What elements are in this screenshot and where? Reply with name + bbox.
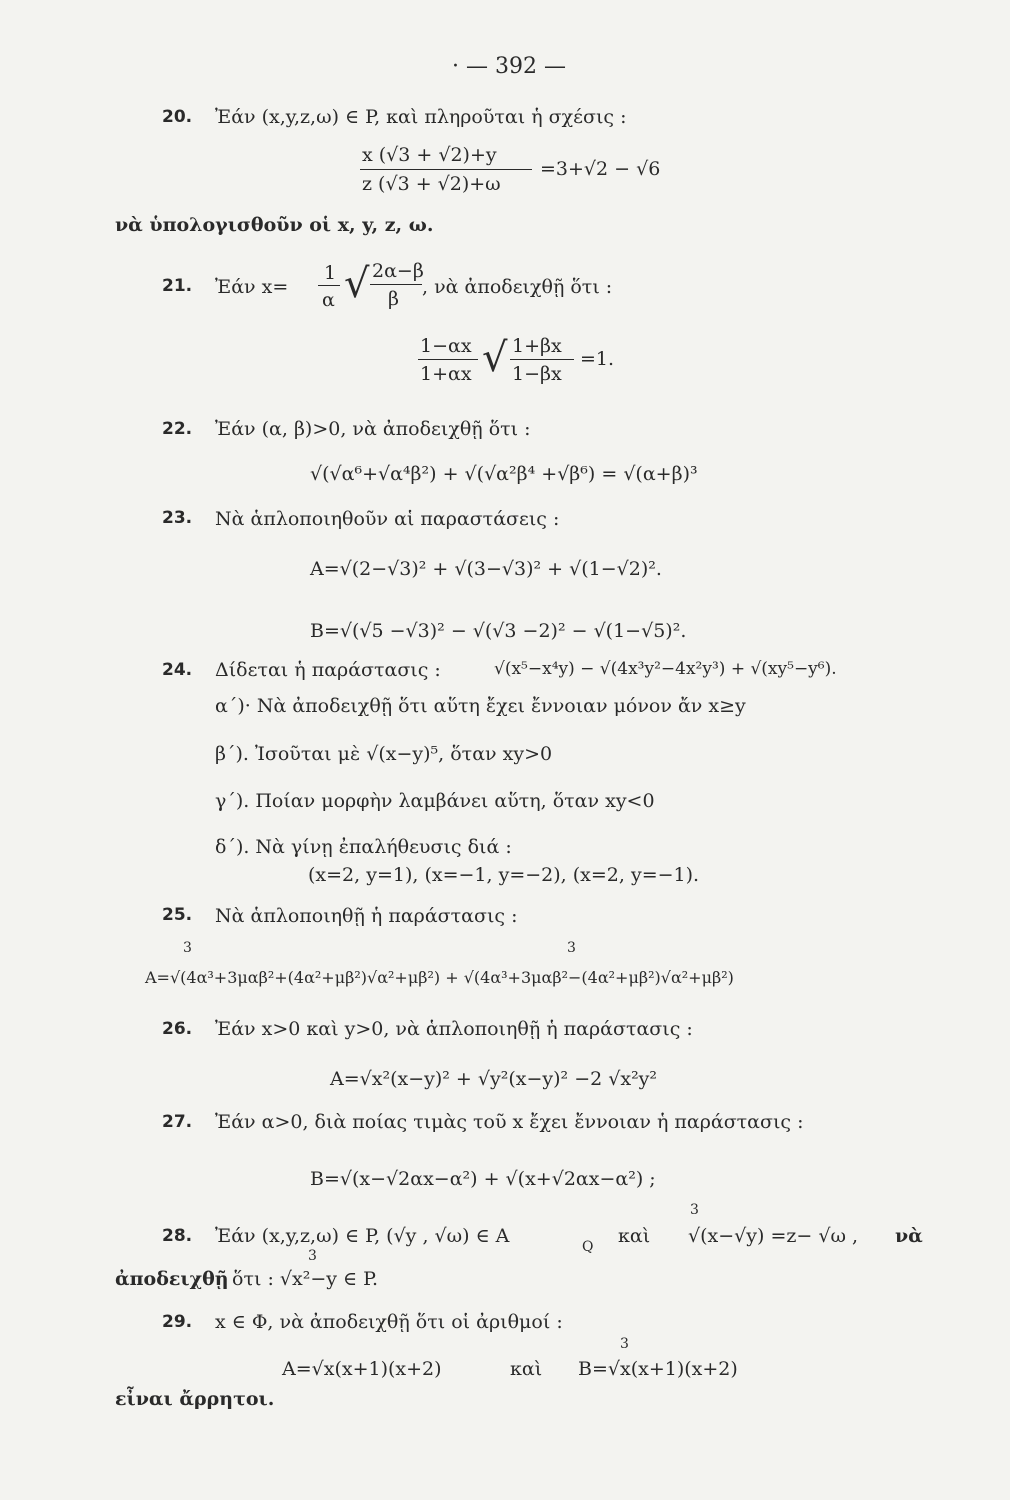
- item-24-expression: √(x⁵−x⁴y) − √(4x³y²−4x²y³) + √(xy⁵−y⁶).: [494, 659, 837, 679]
- item-23-equation-a: A=√(2−√3)² + √(3−√3)² + √(1−√2)².: [310, 558, 662, 580]
- item-21-eq-l-numerator: 1−αx: [420, 335, 472, 357]
- item-27-text: Ἐάν α>0, διὰ ποίας τιμὰς τοῦ x ἔχει ἔννοιαν ἡ παράστασις :: [215, 1111, 804, 1133]
- item-number-29: 29.: [162, 1312, 193, 1332]
- item-29-text: x ∈ Φ, νὰ ἀποδειχθῇ ὅτι οἱ ἀριθμοί :: [215, 1311, 563, 1333]
- item-21-rad-numerator: 2α−β: [372, 260, 424, 282]
- item-28-line2: ὅτι : √x²−y ∈ P.: [232, 1268, 379, 1290]
- item-21-rad-denominator: β: [388, 288, 399, 310]
- item-number-25: 25.: [162, 905, 193, 925]
- item-29-equation-b: B=√x(x+1)(x+2): [578, 1358, 738, 1380]
- item-22-text: Ἐάν (α, β)>0, νὰ ἀποδειχθῇ ὅτι :: [215, 418, 531, 440]
- item-24-part-a: α΄)· Νὰ ἀποδειχθῇ ὅτι αὕτη ἔχει ἔννοιαν μόνον ἄν x≥y: [215, 695, 746, 717]
- item-20-fraction-numerator: x (√3 + √2)+y: [362, 144, 497, 166]
- item-22-equation: √(√α⁶+√α⁴β²) + √(√α²β⁴ +√β⁶) = √(α+β)³: [310, 463, 698, 485]
- item-24-part-c: γ΄). Ποίαν μορφὴν λαμβάνει αὕτη, ὅταν xy<0: [215, 790, 655, 812]
- page-number: · — 392 —: [452, 54, 566, 79]
- item-number-28: 28.: [162, 1226, 193, 1246]
- item-20-rhs: =3+√2 − √6: [540, 158, 661, 180]
- item-24-text: Δίδεται ἡ παράστασις :: [215, 659, 441, 681]
- item-number-22: 22.: [162, 419, 193, 439]
- item-number-27: 27.: [162, 1112, 193, 1132]
- item-25-equation: A=√(4α³+3μαβ²+(4α²+μβ²)√α²+μβ²) + √(4α³+3μαβ²−(4α²+μβ²)√α²+μβ²): [145, 968, 734, 987]
- item-24-part-d: δ΄). Νὰ γίνῃ ἐπαλήθευσις διά :: [215, 836, 512, 858]
- item-21-radical-sign: √: [344, 261, 370, 307]
- item-21-f1-bar: [318, 285, 340, 286]
- item-29-equation-a: A=√x(x+1)(x+2): [282, 1358, 442, 1380]
- item-21-f1-numerator: 1: [324, 262, 337, 284]
- item-24-part-b: β΄). Ἰσοῦται μὲ √(x−y)⁵, ὅταν xy>0: [215, 743, 553, 765]
- item-25-root-index-1: 3: [183, 940, 192, 956]
- item-number-23: 23.: [162, 508, 193, 528]
- item-20-fraction-denominator: z (√3 + √2)+ω: [362, 173, 501, 195]
- item-26-equation: A=√x²(x−y)² + √y²(x−y)² −2 √x²y²: [330, 1068, 658, 1090]
- item-23-equation-b: B=√(√5 −√3)² − √(√3 −2)² − √(1−√5)².: [310, 620, 687, 642]
- item-23-text: Νὰ ἁπλοποιηθοῦν αἱ παραστάσεις :: [215, 508, 560, 530]
- item-number-20: 20.: [162, 107, 193, 127]
- item-20-tail: νὰ ὑπολογισθοῦν οἱ x, y, z, ω.: [115, 214, 434, 236]
- item-29-root-index: 3: [620, 1336, 629, 1352]
- item-21-lead: Ἐάν x=: [215, 276, 289, 298]
- item-28-line2-bold: ἀποδειχθῇ: [115, 1268, 229, 1290]
- item-25-text: Νὰ ἁπλοποιηθῇ ἡ παράστασις :: [215, 905, 518, 927]
- item-29-and: καὶ: [510, 1358, 543, 1380]
- item-26-text: Ἐάν x>0 καὶ y>0, νὰ ἁπλοποιηθῇ ἡ παράστασις :: [215, 1018, 693, 1040]
- item-29-tail: εἶναι ἄρρητοι.: [115, 1388, 275, 1410]
- item-28-bold-tail: νὰ: [895, 1225, 923, 1247]
- item-28-root-index-2: 3: [308, 1248, 317, 1264]
- item-28-subscript: Q: [582, 1239, 594, 1255]
- item-20-fraction-bar: [360, 169, 532, 170]
- item-27-equation: B=√(x−√2αx−α²) + √(x+√2αx−α²) ;: [310, 1168, 656, 1190]
- item-number-24: 24.: [162, 660, 193, 680]
- item-21-eq-rhs: =1.: [580, 348, 615, 370]
- item-28-root-index-1: 3: [690, 1202, 699, 1218]
- item-21-eq-l-denominator: 1+αx: [420, 363, 472, 385]
- item-21-eq-l-bar: [418, 359, 478, 360]
- item-number-26: 26.: [162, 1019, 193, 1039]
- item-28-equation: √(x−√y) =z− √ω ,: [688, 1225, 859, 1247]
- item-25-root-index-2: 3: [567, 940, 576, 956]
- item-21-f1-denominator: α: [322, 289, 335, 311]
- item-21-eq-r-bar: [510, 359, 574, 360]
- item-21-eq-r-numerator: 1+βx: [512, 335, 562, 357]
- item-28-and: καὶ: [618, 1225, 651, 1247]
- item-21-eq-radical-sign: √: [482, 335, 508, 381]
- item-21-rad-bar: [370, 284, 422, 285]
- item-24-part-d-values: (x=2, y=1), (x=−1, y=−2), (x=2, y=−1).: [308, 864, 700, 886]
- item-28-text: Ἐάν (x,y,z,ω) ∈ P, (√y , √ω) ∈ A: [215, 1225, 510, 1247]
- item-21-eq-r-denominator: 1−βx: [512, 363, 562, 385]
- item-20-text: Ἐάν (x,y,z,ω) ∈ P, καὶ πληροῦται ἡ σχέσις :: [215, 106, 627, 128]
- item-number-21: 21.: [162, 276, 193, 296]
- item-21-text: , νὰ ἀποδειχθῇ ὅτι :: [422, 276, 613, 298]
